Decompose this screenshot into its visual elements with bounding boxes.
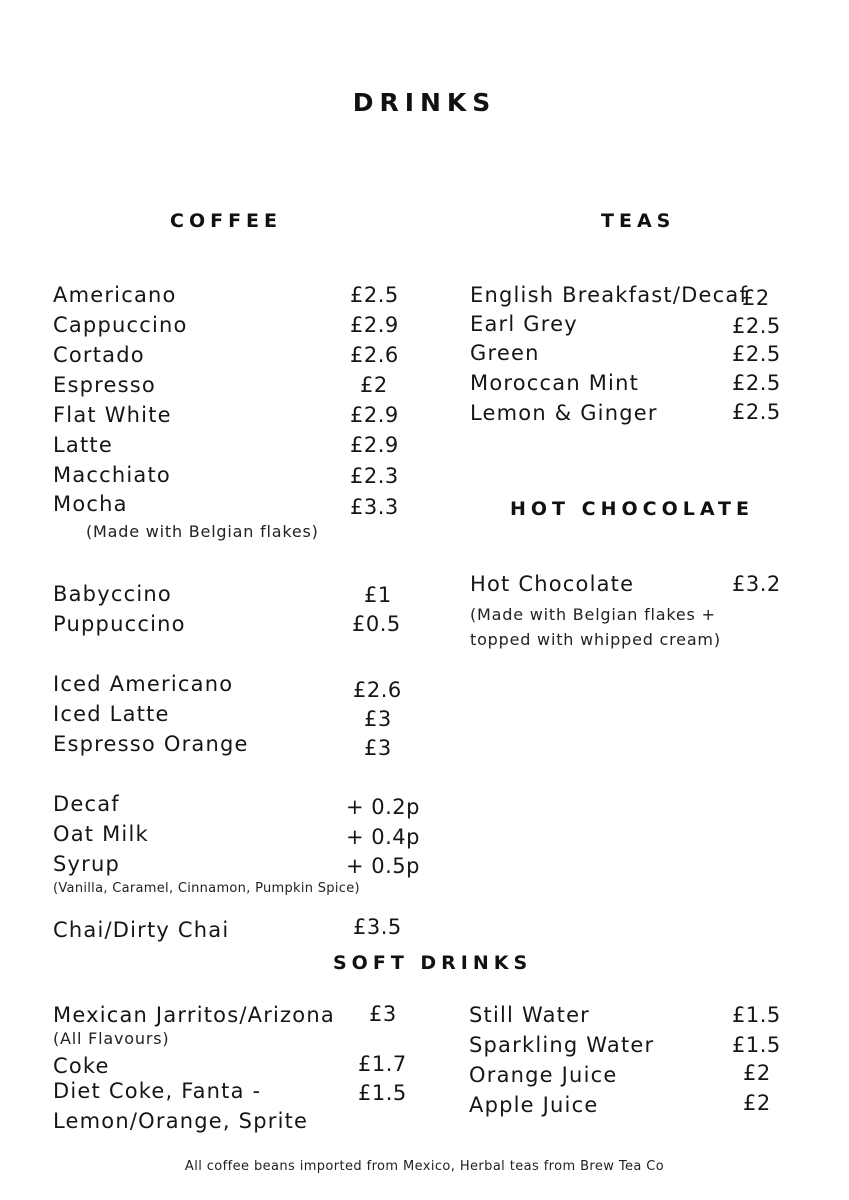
menu-item-price: £2 xyxy=(360,373,388,397)
menu-item-price: £3 xyxy=(369,1002,397,1026)
menu-item-name: Iced Americano xyxy=(53,672,234,696)
menu-item-name: Orange Juice xyxy=(469,1063,618,1087)
menu-item-name: Latte xyxy=(53,433,113,457)
menu-item-price: £2.9 xyxy=(350,403,399,427)
menu-item-price: £3 xyxy=(364,736,392,760)
menu-item-name: Iced Latte xyxy=(53,702,170,726)
menu-item-name: Decaf xyxy=(53,792,120,816)
hot-chocolate-heading: HOT CHOCOLATE xyxy=(510,498,754,520)
menu-item-name: Babyccino xyxy=(53,582,172,606)
menu-item-name: Earl Grey xyxy=(470,312,578,336)
menu-item-price: £3.5 xyxy=(353,915,402,939)
menu-item-price: £2.6 xyxy=(350,343,399,367)
menu-item-name: Espresso xyxy=(53,373,156,397)
menu-item-price: £2 xyxy=(743,1091,771,1115)
menu-item-name: Lemon & Ginger xyxy=(470,401,658,425)
menu-item-price: + 0.4p xyxy=(346,825,420,849)
menu-item-price: £3.3 xyxy=(350,495,399,519)
menu-item-name: Sparkling Water xyxy=(469,1033,655,1057)
syrup-note: (Vanilla, Caramel, Cinnamon, Pumpkin Spice) xyxy=(53,881,360,896)
menu-item-price: £2.5 xyxy=(732,400,781,424)
menu-item-name: Mexican Jarritos/Arizona xyxy=(53,1003,335,1027)
footer-note: All coffee beans imported from Mexico, Herbal teas from Brew Tea Co xyxy=(184,1159,665,1174)
menu-item-name: Mocha xyxy=(53,492,128,516)
menu-item-price: + 0.2p xyxy=(346,795,420,819)
menu-item-price: £1.7 xyxy=(358,1052,407,1076)
soft-drinks-heading: SOFT DRINKS xyxy=(333,952,533,974)
menu-item-price: £1.5 xyxy=(732,1003,781,1027)
menu-item-name: Cortado xyxy=(53,343,145,367)
mocha-note: (Made with Belgian flakes) xyxy=(86,522,319,541)
menu-item-price: £2.5 xyxy=(732,314,781,338)
menu-item-price: £2.9 xyxy=(350,313,399,337)
teas-heading: TEAS xyxy=(601,210,676,232)
menu-item-price: £3.2 xyxy=(732,572,781,596)
menu-item-name: Still Water xyxy=(469,1003,591,1027)
menu-item-name: Flat White xyxy=(53,403,172,427)
hot-chocolate-note-line1: (Made with Belgian flakes + xyxy=(470,605,716,624)
menu-item-price: £2.5 xyxy=(732,371,781,395)
menu-item-name: Apple Juice xyxy=(469,1093,599,1117)
menu-item-price: £2.6 xyxy=(353,678,402,702)
menu-item-price: £2 xyxy=(743,1061,771,1085)
menu-item-name: Hot Chocolate xyxy=(470,572,635,596)
menu-item-price: £2.5 xyxy=(732,342,781,366)
menu-item-price: £3 xyxy=(364,707,392,731)
coffee-heading: COFFEE xyxy=(170,210,283,232)
menu-item-name: Diet Coke, Fanta - xyxy=(53,1079,262,1103)
menu-item-name: Espresso Orange xyxy=(53,732,249,756)
menu-item-name: Puppuccino xyxy=(53,612,186,636)
menu-item-name: Green xyxy=(470,341,540,365)
menu-item-price: £2.5 xyxy=(350,283,399,307)
menu-item-price: £2.9 xyxy=(350,433,399,457)
menu-item-name: Coke xyxy=(53,1054,110,1078)
menu-item-name: Americano xyxy=(53,283,177,307)
page-title: DRINKS xyxy=(352,88,497,117)
menu-item-price: £0.5 xyxy=(352,612,401,636)
jarritos-note: (All Flavours) xyxy=(53,1029,170,1048)
menu-item-name: Chai/Dirty Chai xyxy=(53,918,230,942)
hot-chocolate-note-line2: topped with whipped cream) xyxy=(470,630,721,649)
menu-item-price: £1.5 xyxy=(358,1081,407,1105)
menu-item-name: Oat Milk xyxy=(53,822,149,846)
menu-item-price: £2 xyxy=(742,286,770,310)
menu-item-price: + 0.5p xyxy=(346,854,420,878)
menu-item-price: £1 xyxy=(364,583,392,607)
menu-item-name: Macchiato xyxy=(53,463,171,487)
menu-item-price: £2.3 xyxy=(350,464,399,488)
menu-item-name: Syrup xyxy=(53,852,121,876)
menu-item-price: £1.5 xyxy=(732,1033,781,1057)
menu-item-name: Moroccan Mint xyxy=(470,371,640,395)
menu-item-name: English Breakfast/Decaf xyxy=(470,283,749,307)
menu-item-name-line2: Lemon/Orange, Sprite xyxy=(53,1109,309,1133)
menu-item-name: Cappuccino xyxy=(53,313,188,337)
